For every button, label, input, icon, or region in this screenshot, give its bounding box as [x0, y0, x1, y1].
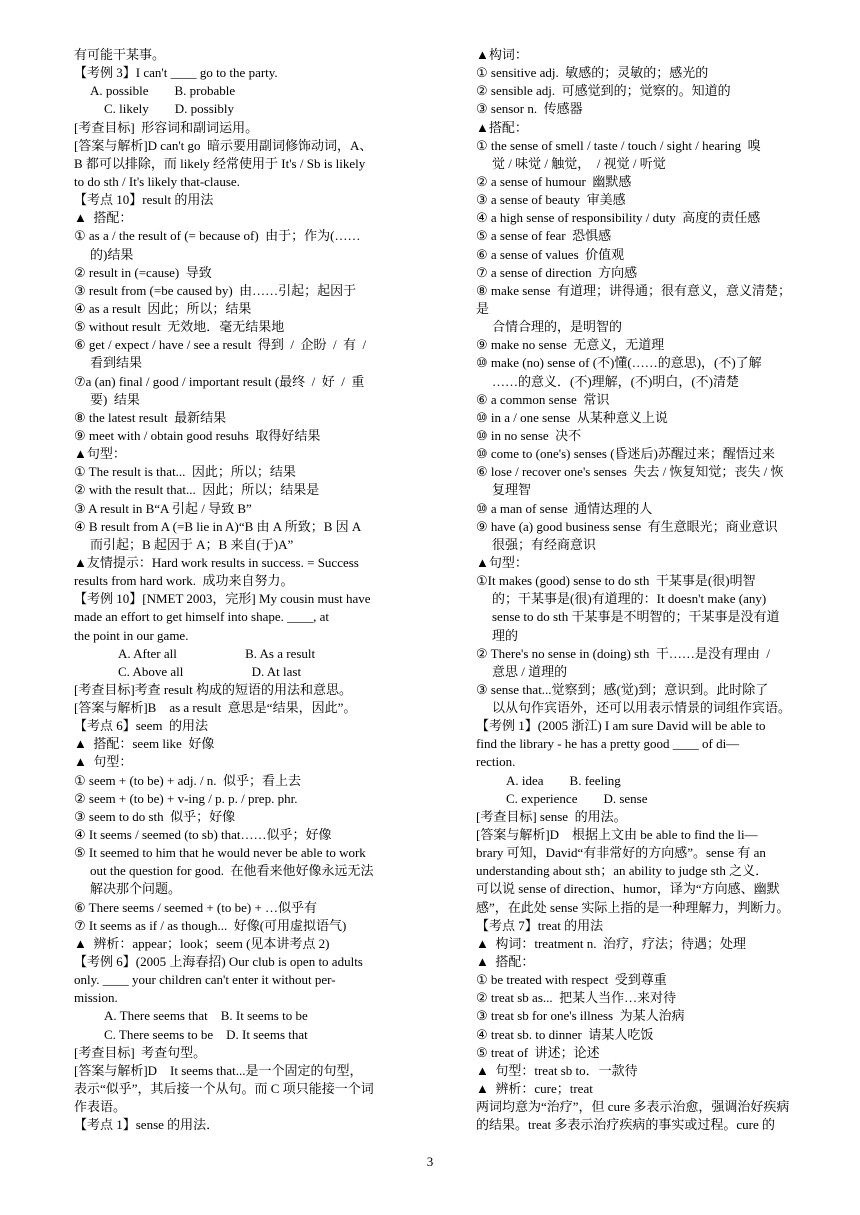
page-number: 3 — [426, 1154, 434, 1169]
text-line: ⑩ a man of sense 通情达理的人 — [476, 500, 653, 516]
text-line: ▲构词： — [476, 47, 528, 62]
text-line: ③ result from (=be caused by) 由……引起；起因于 — [74, 282, 357, 298]
text-line: ① sensitive adj. 敏感的；灵敏的；感光的 — [476, 65, 709, 81]
text-line: ④ treat sb. to dinner 请某人吃饭 — [476, 1026, 654, 1042]
text-line: ⑥ a sense of values 价值观 — [476, 246, 625, 262]
text-line: ⑩ make (no) sense of (不)懂(……的意思)，(不)了解 — [476, 355, 762, 371]
text-line: ……的意义．(不)理解，(不)明白，(不)清楚 — [492, 373, 739, 389]
text-line: ⑩ in no sense 决不 — [476, 427, 582, 443]
text-line: 【考例 3】I can't ____ go to the party. — [74, 65, 278, 81]
text-line: ⑥ lose / recover one's senses 失去 / 恢复知觉；丧失 / 恢 — [476, 464, 784, 480]
text-line: 【考点 6】seem 的用法 — [74, 718, 208, 734]
text-line: ▲句型： — [476, 554, 528, 570]
text-line: 的结果。treat 多表示治疗疾病的事实或过程。cure 的 — [476, 1117, 775, 1133]
text-line: ③ a sense of beauty 审美感 — [476, 192, 626, 208]
text-line: ⑦ It seems as if / as though... 好像(可用虚拟语气) — [74, 917, 347, 933]
text-line: 的；干某事是(很)有道理的：It doesn't make (any) — [492, 591, 767, 607]
text-line: find the library - he has a pretty good ____ of di— — [476, 736, 740, 752]
text-line: 作表语。 — [74, 1099, 127, 1115]
text-line: C. Above all D. At last — [118, 663, 302, 679]
text-line: 要) 结果 — [90, 391, 140, 407]
text-line: ⑥ get / expect / have / see a result 得到 / 企盼 / 有 / — [74, 337, 367, 353]
text-line: ② sensible adj. 可感觉到的；觉察的。知道的 — [476, 83, 731, 99]
text-line: ① The result is that... 因此；所以；结果 — [74, 464, 296, 480]
text-line: ⑩ come to (one's) senses (昏迷后)苏醒过来；醒悟过来 — [476, 446, 775, 462]
text-line: ④ It seems / seemed (to sb) that……似乎；好像 — [74, 827, 332, 843]
text-line: 【考例 6】(2005 上海春招) Our club is open to adults — [74, 954, 363, 970]
text-line: ▲句型： — [74, 446, 126, 462]
text-line: only. ____ your children can't enter it without per- — [74, 972, 336, 988]
text-line: ⑨ meet with / obtain good resuhs 取得好结果 — [74, 427, 321, 443]
text-line: A. After all B. As a result — [118, 645, 316, 661]
text-line: ▲ 辨析：cure；treat — [476, 1081, 593, 1097]
text-line: 有可能干某事。 — [74, 47, 166, 62]
text-line: 是 — [476, 300, 490, 316]
text-line: C. experience D. sense — [506, 790, 648, 806]
text-line: rection. — [476, 754, 516, 770]
text-line: 意思 / 道理的 — [492, 663, 568, 679]
text-line: ⑨ make no sense 无意义，无道理 — [476, 337, 665, 353]
text-line: ①It makes (good) sense to do sth 干某事是(很)明智 — [476, 573, 756, 589]
text-line: ⑦a (an) final / good / important result (最终 / 好 / 重 — [74, 373, 365, 389]
text-line: ② with the result that... 因此；所以；结果是 — [74, 482, 320, 498]
text-line: [答案与解析]D It seems that...是一个固定的句型， — [74, 1062, 363, 1078]
text-line: ⑤ treat of 讲述；论述 — [476, 1044, 600, 1060]
text-line: ② a sense of humour 幽默感 — [476, 173, 632, 189]
text-line: mission. — [74, 990, 118, 1006]
text-line: ⑦ a sense of direction 方向感 — [476, 264, 638, 280]
left-column — [74, 46, 438, 1134]
text-line: 【考例 1】(2005 浙江) I am sure David will be able to — [476, 718, 766, 734]
text-line: ▲ 搭配： — [476, 954, 535, 970]
text-line: ② result in (=cause) 导致 — [74, 264, 212, 280]
text-line: C. There seems to be D. It seems that — [104, 1026, 308, 1042]
text-line: ② There's no sense in (doing) sth 干……是没有理由 / — [476, 645, 770, 661]
text-line: sense to do sth 干某事是不明智的；干某事是没有道 — [492, 609, 780, 625]
text-line: 【考例 10】[NMET 2003，完形] My cousin must have — [74, 591, 371, 607]
text-line: ① be treated with respect 受到尊重 — [476, 972, 667, 988]
text-line: A. possible B. probable — [90, 83, 236, 99]
text-line: 两词均意为“治疗”，但 cure 多表示治愈，强调治好疾病 — [476, 1099, 790, 1115]
text-line: ① seem + (to be) + adj. / n. 似乎；看上去 — [74, 772, 302, 788]
text-line: 而引起；B 起因于 A；B 来自(于)A” — [90, 536, 294, 552]
text-line: 【考点 1】sense 的用法． — [74, 1117, 220, 1133]
text-line: ▲ 构词：treatment n. 治疗，疗法；待遇；处理 — [476, 935, 746, 951]
text-line: ⑩ in a / one sense 从某种意义上说 — [476, 409, 668, 425]
text-line: ① as a / the result of (= because of) 由于；作为(…… — [74, 228, 361, 244]
text-line: ⑤ without result 无效地．毫无结果地 — [74, 319, 285, 335]
text-line: 合情合理的，是明智的 — [492, 319, 623, 335]
text-line: 【考点 10】result 的用法 — [74, 192, 214, 208]
text-line: ④ B result from A (=B lie in A)“B 由 A 所致；B 因 A — [74, 518, 362, 534]
text-line: ▲ 句型：treat sb to．一款待 — [476, 1062, 638, 1078]
text-line: ⑧ make sense 有道理；讲得通；很有意义，意义清楚； — [476, 282, 791, 298]
text-line: out the question for good. 在他看来他好像永远无法 — [90, 863, 374, 879]
text-line: 【考点 7】treat 的用法 — [476, 917, 604, 933]
text-line: A. idea B. feeling — [506, 772, 621, 788]
text-line: ② treat sb as... 把某人当作…来对待 — [476, 990, 677, 1006]
text-line: made an effort to get himself into shape. ____, at — [74, 609, 329, 625]
text-line: ③ treat sb for one's illness 为某人治病 — [476, 1008, 685, 1024]
text-line: ⑥ There seems / seemed + (to be) + …似乎有 — [74, 899, 318, 915]
text-line: results from hard work. 成功来自努力。 — [74, 573, 294, 589]
text-line: C. likely D. possibly — [104, 101, 235, 117]
text-line: ⑨ have (a) good business sense 有生意眼光；商业意识 — [476, 518, 778, 534]
text-line: 可以说 sense of direction、humor，译为“方向感、幽默 — [476, 881, 780, 897]
text-line: 解决那个问题。 — [90, 881, 182, 897]
text-line: ⑤ a sense of fear 恐惧感 — [476, 228, 612, 244]
text-line: [考查目标] 形容词和副词运用。 — [74, 119, 259, 135]
text-line: [考查目标] 考查句型。 — [74, 1044, 207, 1060]
text-line: 看到结果 — [90, 355, 143, 371]
text-line: ▲ 辨析：appear；look；seem (见本讲考点 2) — [74, 935, 330, 951]
text-line: ▲友情提示：Hard work results in success. = Success — [74, 554, 359, 570]
text-line: ⑧ the latest result 最新结果 — [74, 409, 227, 425]
text-line: [答案与解析]D can't go 暗示要用副词修饰动词，A、 — [74, 137, 373, 153]
text-line: ④ a high sense of responsibility / duty 高度的责任感 — [476, 210, 761, 226]
text-line: ② seem + (to be) + v-ing / p. p. / prep. phr. — [74, 790, 298, 806]
text-line: B 都可以排除，而 likely 经常使用于 It's / Sb is likely — [74, 155, 366, 171]
text-line: the point in our game. — [74, 627, 189, 643]
text-line: [考查目标] sense 的用法。 — [476, 808, 627, 824]
text-line: 的)结果 — [90, 246, 134, 262]
text-line: ▲搭配： — [476, 119, 528, 135]
text-line: [答案与解析]D 根据上文由 be able to find the li— — [476, 827, 758, 843]
text-line: 复理智 — [492, 482, 532, 498]
text-line: 感”，在此处 sense 实际上指的是一种理解力，判断力。 — [476, 899, 790, 915]
text-line: ③ A result in B“A 引起 / 导致 B” — [74, 500, 252, 516]
text-line: 觉 / 味觉 / 触觉， / 视觉 / 听觉 — [492, 155, 666, 171]
right-column — [476, 46, 840, 1134]
text-line: ▲ 句型： — [74, 754, 133, 770]
text-line: ⑤ It seemed to him that he would never be able to work — [74, 845, 366, 861]
text-line: ③ sensor n. 传感器 — [476, 101, 583, 117]
text-line: [答案与解析]B as a result 意思是“结果，因此”。 — [74, 700, 357, 716]
text-line: ① the sense of smell / taste / touch / sight / hearing 嗅 — [476, 137, 761, 153]
text-line: 表示“似乎”，其后接一个从句。而 C 项只能接一个词 — [74, 1081, 374, 1097]
text-line: understanding about sth；an ability to judge sth 之义． — [476, 863, 769, 879]
text-line: A. There seems that B. It seems to be — [104, 1008, 308, 1024]
text-line: [考查目标]考查 result 构成的短语的用法和意思。 — [74, 681, 353, 697]
text-line: ⑥ a common sense 常识 — [476, 391, 610, 407]
text-line: ③ sense that...觉察到；感(觉)到；意识到。此时除了 — [476, 681, 769, 697]
text-line: ③ seem to do sth 似乎；好像 — [74, 808, 236, 824]
text-line: brary 可知，David“有非常好的方向感”。sense 有 an — [476, 845, 766, 861]
text-line: 以从句作宾语外，还可以用表示情景的词组作宾语。 — [492, 700, 792, 716]
text-line: 很强；有经商意识 — [492, 536, 597, 552]
text-line: ▲ 搭配： — [74, 210, 133, 226]
text-line: ④ as a result 因此；所以；结果 — [74, 300, 252, 316]
text-line: ▲ 搭配：seem like 好像 — [74, 736, 215, 752]
text-line: to do sth / It's likely that-clause. — [74, 173, 240, 189]
text-line: 理的 — [492, 627, 519, 643]
